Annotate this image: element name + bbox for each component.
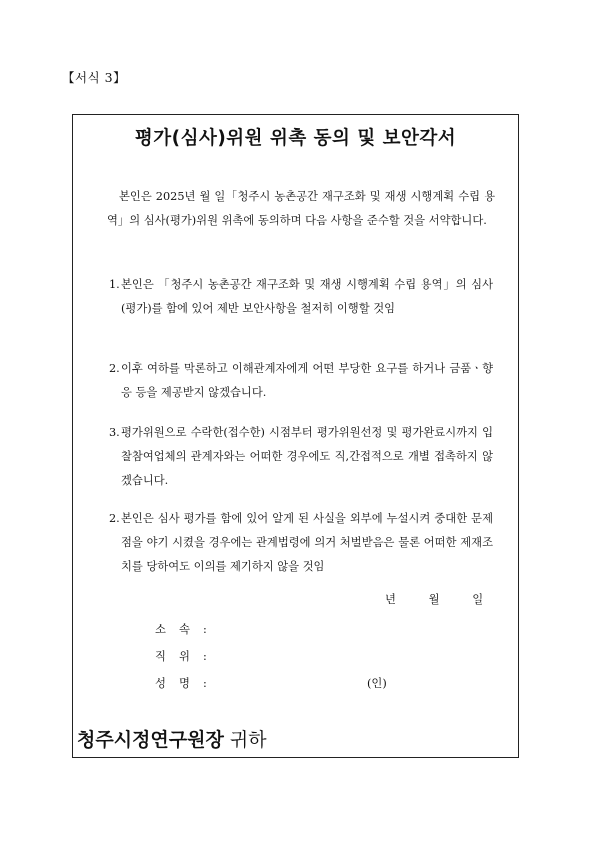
label-char: 위 xyxy=(179,650,190,663)
name-label xyxy=(155,675,203,691)
name-row xyxy=(155,675,207,691)
item-number: 1. xyxy=(109,278,120,291)
label-char: 명 xyxy=(179,677,190,690)
item-number: 3. xyxy=(109,426,120,439)
date-year-label: 년 xyxy=(385,593,396,606)
item-number: 2. xyxy=(109,512,120,525)
addressee-suffix: 귀하 xyxy=(229,729,267,751)
pledge-item-1 xyxy=(109,273,493,321)
pledge-item-4 xyxy=(109,507,493,579)
addressee xyxy=(77,725,267,752)
document-title: 평가(심사)위원 위촉 동의 및 보안각서 xyxy=(134,128,457,149)
pledge-form-box xyxy=(72,114,519,758)
position-label xyxy=(155,648,203,664)
affiliation-label xyxy=(155,621,203,637)
label-char: 직 xyxy=(155,650,166,663)
pledge-item-3 xyxy=(109,421,493,493)
item-number: 2. xyxy=(109,362,120,375)
item-text: 본인은 심사 평가를 함에 있어 알게 된 사실을 외부에 누설시켜 중대한 문제점을 야기 시켰을 경우에는 관계법령에 의거 처벌받음은 물론 어떠한 제재조치를 당하여도 이의를 제기하지 않을 것임 xyxy=(121,512,493,573)
intro-paragraph: 본인은 2025년 월 일「청주시 농촌공간 재구조화 및 재생 시행계획 수립 용역」의 심사(평가)위원 위촉에 동의하며 다음 사항을 준수할 것을 서약합니다. xyxy=(107,190,495,227)
label-char: 소 xyxy=(155,623,166,636)
label-char: 속 xyxy=(179,623,190,636)
date-line xyxy=(385,591,483,607)
position-row xyxy=(155,648,207,664)
addressee-name: 청주시정연구원장 xyxy=(77,729,224,751)
date-day-label: 일 xyxy=(472,593,484,606)
date-month-label: 월 xyxy=(428,593,440,606)
colon: : xyxy=(203,623,207,636)
item-text: 평가위원으로 수락한(접수한) 시점부터 평가위원선정 및 평가완료시까지 입찰참여업체의 관계자와는 어떠한 경우에도 직,간접적으로 개별 접촉하지 않겠습니다. xyxy=(121,426,493,487)
affiliation-row xyxy=(155,621,207,637)
colon: : xyxy=(203,650,207,663)
label-char: 성 xyxy=(155,677,166,690)
colon: : xyxy=(203,677,207,690)
seal-mark: (인) xyxy=(367,677,387,690)
item-text: 이후 여하를 막론하고 이해관계자에게 어떤 부당한 요구를 하거나 금품ㆍ향응 등을 제공받지 않겠습니다. xyxy=(121,362,493,399)
pledge-item-2 xyxy=(109,357,493,405)
item-text: 본인은 「청주시 농촌공간 재구조화 및 재생 시행계획 수립 용역」의 심사(평가)를 함에 있어 제반 보안사항을 철저히 이행할 것임 xyxy=(121,278,493,315)
form-number: 【서식 3】 xyxy=(62,70,127,85)
